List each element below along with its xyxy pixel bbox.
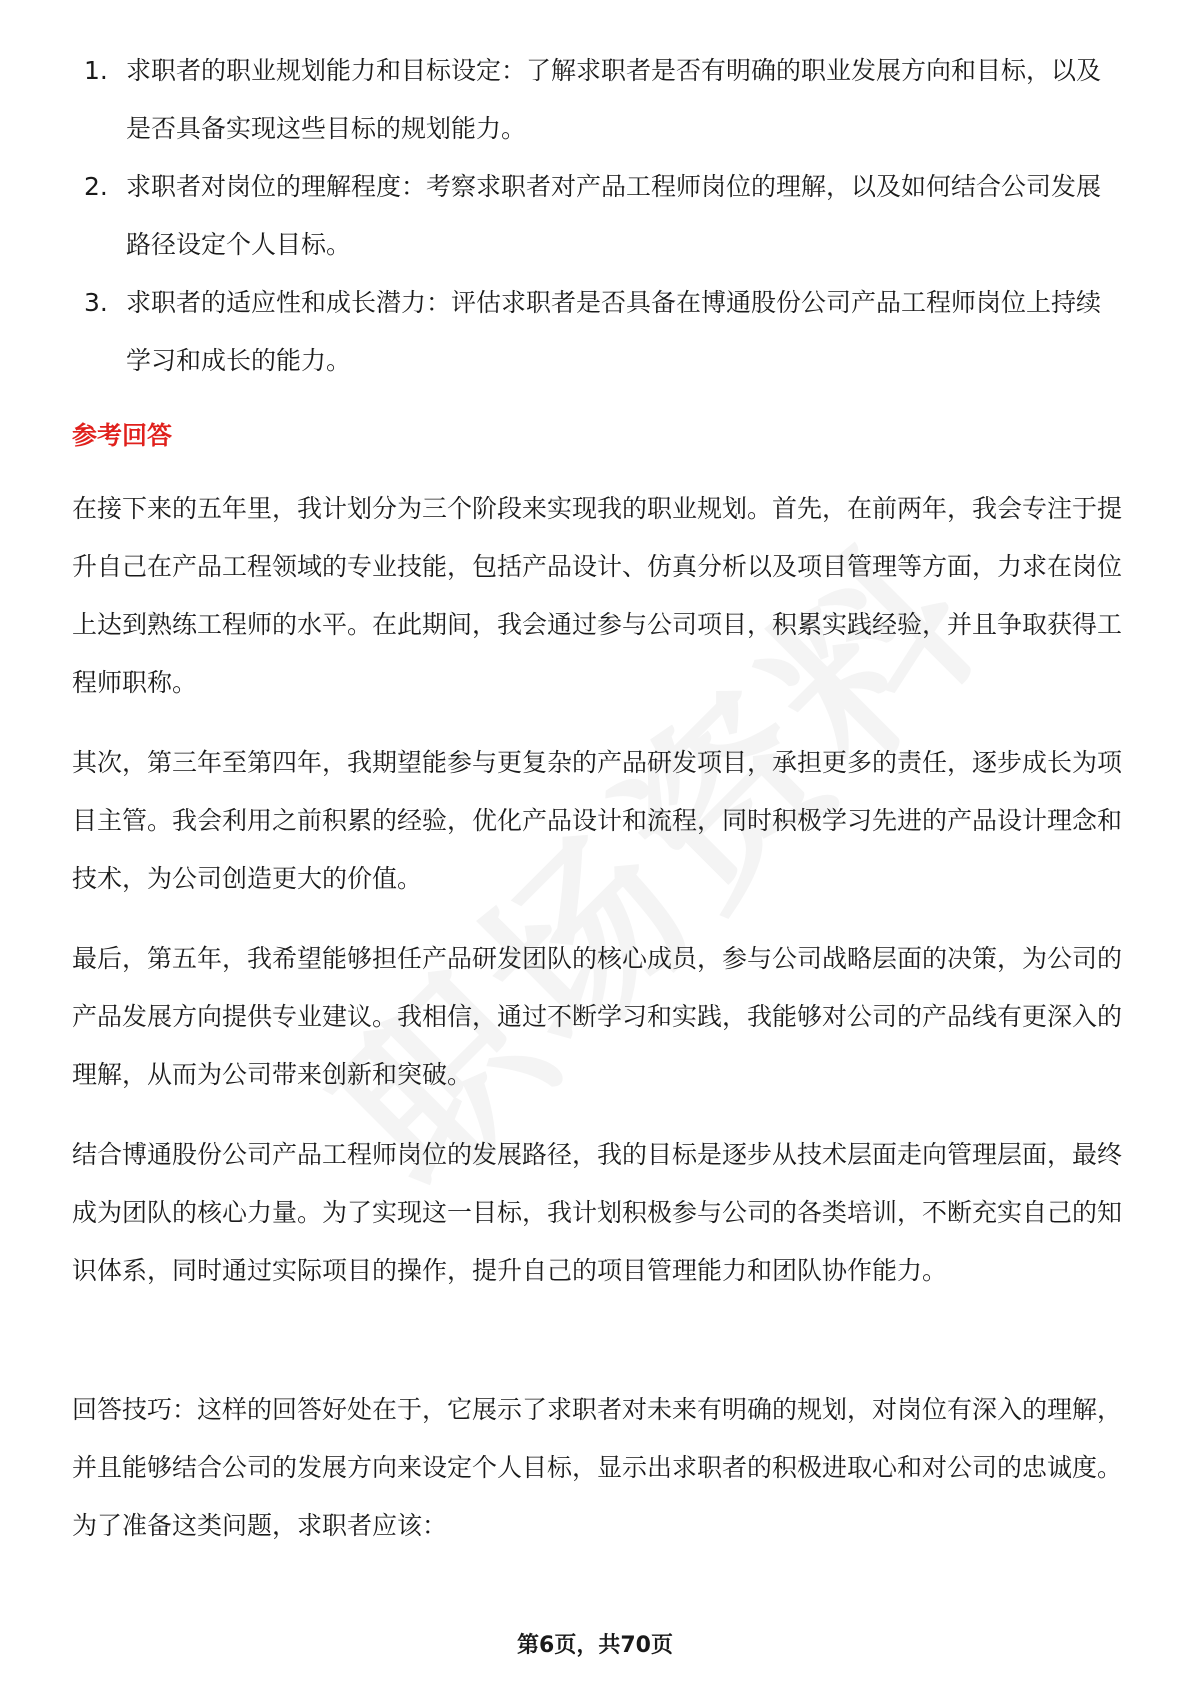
evaluation-list <box>72 42 1122 390</box>
answer-paragraph: 其次，第三年至第四年，我期望能参与更复杂的产品研发项目，承担更多的责任，逐步成长为项目主管。我会利用之前积累的经验，优化产品设计和流程，同时积极学习先进的产品设计理念和技术，为公司创造更大的价值。 <box>72 748 1123 893</box>
list-item <box>72 158 1122 274</box>
page-number: 第6页，共70页 <box>517 1633 673 1658</box>
section-title: 参考回答 <box>72 421 173 450</box>
list-item <box>72 274 1122 390</box>
answer-paragraph: 在接下来的五年里，我计划分为三个阶段来实现我的职业规划。首先，在前两年，我会专注于提升自己在产品工程领域的专业技能，包括产品设计、仿真分析以及项目管理等方面，力求在岗位上达到熟练工程师的水平。在此期间，我会通过参与公司项目，积累实践经验，并且争取获得工程师职称。 <box>72 494 1123 697</box>
answer-paragraph: 结合博通股份公司产品工程师岗位的发展路径，我的目标是逐步从技术层面走向管理层面，最终成为团队的核心力量。为了实现这一目标，我计划积极参与公司的各类培训，不断充实自己的知识体系，同时通过实际项目的操作，提升自己的项目管理能力和团队协作能力。 <box>72 1140 1123 1285</box>
list-number: 1. <box>84 56 108 85</box>
tips-paragraph: 回答技巧：这样的回答好处在于，它展示了求职者对未来有明确的规划，对岗位有深入的理解，并且能够结合公司的发展方向来设定个人目标，显示出求职者的积极进取心和对公司的忠诚度。为了准备这类问题，求职者应该： <box>72 1395 1123 1540</box>
list-number: 3. <box>84 288 108 317</box>
list-item-text: 求职者的适应性和成长潜力：评估求职者是否具备在博通股份公司产品工程师岗位上持续学习和成长的能力。 <box>126 288 1102 375</box>
list-item-text: 求职者的职业规划能力和目标设定：了解求职者是否有明确的职业发展方向和目标，以及是否具备实现这些目标的规划能力。 <box>126 56 1102 143</box>
answer-paragraph: 最后，第五年，我希望能够担任产品研发团队的核心成员，参与公司战略层面的决策，为公司的产品发展方向提供专业建议。我相信，通过不断学习和实践，我能够对公司的产品线有更深入的理解，从而为公司带来创新和突破。 <box>72 944 1123 1089</box>
list-item <box>72 42 1122 158</box>
list-number: 2. <box>84 172 108 201</box>
list-item-text: 求职者对岗位的理解程度：考察求职者对产品工程师岗位的理解，以及如何结合公司发展路径设定个人目标。 <box>126 172 1102 259</box>
